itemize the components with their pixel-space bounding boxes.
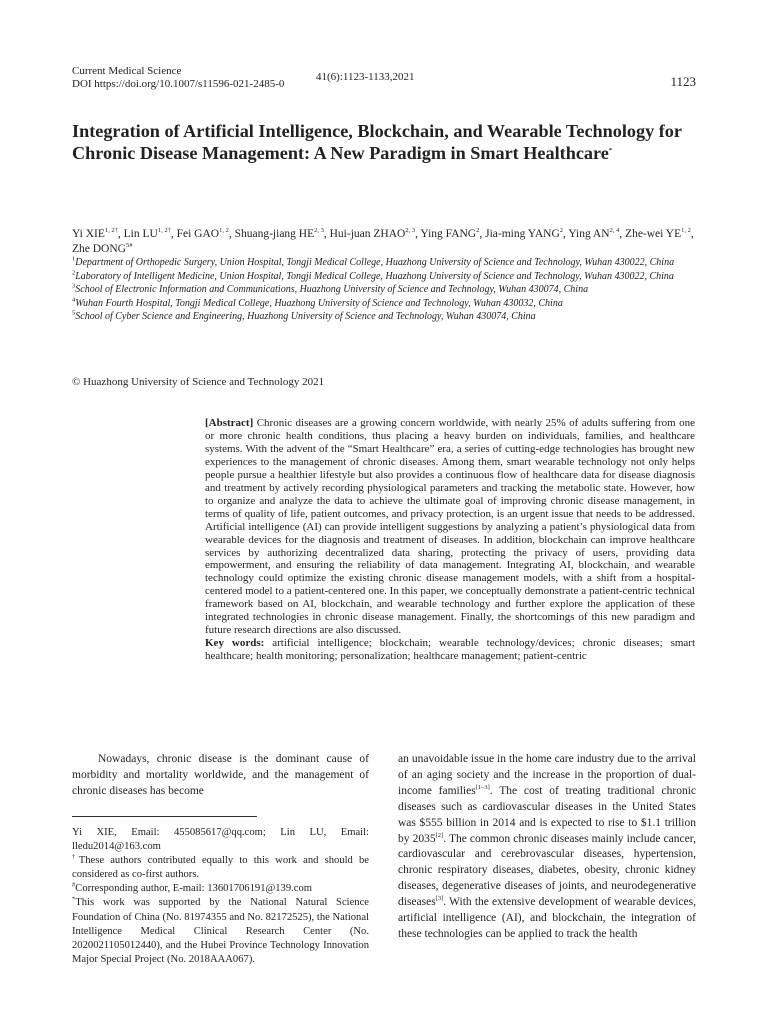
citation-ref[interactable]: [2]: [435, 831, 444, 839]
copyright-notice: © Huazhong University of Science and Technology 2021: [72, 376, 325, 388]
affiliation-number: 3: [72, 282, 76, 290]
footnote-corresponding: [72, 882, 369, 896]
footnote-emails: Yi XIE, Email: 455085617@qq.com; Lin LU, Email: lledu2014@163.com: [72, 827, 369, 853]
author-name: Ying AN: [568, 228, 610, 240]
author-list: [72, 227, 702, 257]
body-text: . The common chronic diseases mainly include cancer, cardiovascular and cerebrovascular diseases, hypertension, chronic respiratory diseases, diabetes, obesity, chronic kidney diseases, degenerative diseases of joints, and neurodegenerative diseases: [398, 832, 696, 909]
affiliation-list: [72, 256, 702, 324]
affiliation-text: School of Electronic Information and Communications, Huazhong University of Science and Technology, Wuhan 430074, China: [75, 284, 589, 296]
keywords-paragraph: [205, 637, 695, 663]
author-affiliation-mark: 1, 2†: [157, 227, 171, 235]
asterisk-mark: *: [72, 895, 76, 903]
author-separator: ,: [479, 228, 486, 240]
volume-pages: 41(6):1123-1133,2021: [316, 71, 415, 83]
author-name: Zhe DONG: [72, 243, 126, 255]
footnote-corresponding-text: Corresponding author, E-mail: 13601706191@139.com: [75, 883, 313, 895]
author-name: Fei GAO: [176, 228, 220, 240]
affiliation-number: 4: [72, 296, 76, 304]
affiliation-text: Wuhan Fourth Hospital, Tongji Medical College, Huazhong University of Science and Technology, Wuhan 430032, China: [75, 297, 563, 309]
affiliation-text: School of Cyber Science and Engineering, Huazhong University of Science and Technology, Wuhan 430074, China: [75, 311, 536, 323]
author-name: Jia-ming YANG: [485, 228, 560, 240]
affiliation-text: Laboratory of Intelligent Medicine, Union Hospital, Tongji Medical College, Huazhong University of Science and Technology, Wuhan 430022, China: [75, 270, 674, 282]
affiliation-number: 2: [72, 269, 76, 277]
footnote-equal-contribution: [72, 854, 369, 882]
footnote-equal-text: These authors contributed equally to this work and should be considered as co-first authors.: [72, 855, 369, 881]
dagger-mark: †: [72, 853, 79, 861]
author-affiliation-mark: 2: [476, 227, 480, 235]
author-separator: ,: [323, 228, 330, 240]
author-separator: ,: [170, 228, 177, 240]
author-separator: ,: [690, 228, 694, 240]
body-text: . With the extensive development of wearable devices, artificial intelligence (AI), and blockchain, the integration of these technologies can be applied to track the health: [398, 896, 696, 940]
keywords-label: Key words:: [205, 637, 265, 650]
body-text: . The cost of treating traditional chronic diseases such as cardiovascular diseases in the United States was $555 billion in 2014 and is expected to rise to $1.1 trillion by 2035: [398, 784, 696, 845]
author-affiliation-mark: 2, 3: [314, 227, 324, 235]
body-column-left: [72, 752, 369, 800]
author-separator: ,: [117, 228, 124, 240]
author-name: Hui-juan ZHAO: [329, 228, 406, 240]
author-name: Lin LU: [123, 228, 158, 240]
intro-paragraph: Nowadays, chronic disease is the dominant cause of morbidity and mortality worldwide, and the management of chronic diseases has become: [72, 753, 369, 797]
footnote-funding: [72, 896, 369, 966]
author-name: Yi XIE: [72, 228, 105, 240]
author-separator: ,: [563, 228, 569, 240]
body-column-right: [398, 752, 696, 943]
citation-ref[interactable]: [1–3]: [475, 783, 490, 791]
author-separator: ,: [619, 228, 626, 240]
author-affiliation-mark: 2, 4: [609, 227, 620, 235]
citation-ref[interactable]: [3]: [435, 895, 444, 903]
title-footnote-mark: *: [608, 146, 613, 154]
abstract-block: [205, 417, 695, 663]
author-separator: ,: [415, 228, 421, 240]
author-affiliation-mark: 2: [559, 227, 563, 235]
author-separator: ,: [228, 228, 235, 240]
journal-name: Current Medical Science: [72, 65, 182, 77]
author-affiliation-mark: 1, 2†: [104, 227, 118, 235]
author-affiliation-mark: 5#: [125, 242, 133, 250]
author-name: Zhe-wei YE: [625, 228, 682, 240]
keywords-text: artificial intelligence; blockchain; wearable technology/devices; chronic diseases; smart healthcare; health monitoring; personalization; healthcare management; patient-centric: [205, 637, 696, 663]
paper-title-text: Integration of Artificial Intelligence, Blockchain, and Wearable Technology for Chronic Disease Management: A New Paradigm in Smart Healthcare: [72, 121, 682, 163]
continued-paragraph: [398, 752, 696, 943]
page-number: 1123: [670, 74, 696, 89]
affiliation-item: [72, 283, 702, 297]
abstract-text: Chronic diseases are a growing concern worldwide, with nearly 25% of adults suffering from one or more chronic health conditions, thus placing a heavy burden on individuals, families, and healthcare systems. With the advent of the “Smart Healthcare” era, a series of cutting-edge technologies has brought new experiences to the management of chronic diseases. Among them, smart wearable technology not only helps people pursue a healthier lifestyle but also provides a continuous flow of healthcare data for disease diagnosis and treatment by actively recording physiological parameters and tracking the metabolic state. However, how to organize and analyze the data to achieve the ultimate goal of improving chronic disease management, in terms of quality of life, patient outcomes, and privacy protection, is an urgent issue that needs to be addressed. Artificial intelligence (AI) can provide intelligent suggestions by analyzing a patient’s physiological data from wearable devices for the diagnosis and treatment of diseases. In addition, blockchain can improve healthcare services by authorizing decentralized data sharing, protecting the privacy of users, providing data empowerment, and ensuring the reliability of data management. Integrating AI, blockchain, and wearable technology could optimize the existing chronic disease management models, with a shift from a hospital-centered model to a patient-centered one. In this paper, we conceptually demonstrate a patient-centric technical framework based on AI, blockchain, and wearable technology and further explore the application of these integrated technologies in chronic disease management. Finally, the shortcomings of this new paradigm and future research directions are also discussed.: [205, 417, 695, 637]
affiliation-number: 1: [72, 255, 76, 263]
author-affiliation-mark: 2, 3: [405, 227, 416, 235]
author-name: Ying FANG: [420, 228, 477, 240]
affiliation-text: Department of Orthopedic Surgery, Union Hospital, Tongji Medical College, Huazhong University of Science and Technology, Wuhan 430022, China: [75, 257, 675, 268]
doi-link[interactable]: DOI https://doi.org/10.1007/s11596-021-2485-0: [72, 78, 285, 90]
footnote-funding-text: This work was supported by the National Natural Science Foundation of China (No. 81974355 and No. 82172525), the National Intelligence Medical Clinical Research Center (No. 2020021105012440), and the Hubei Province Technology Innovation Major Special Project (No. 2018AAA067).: [72, 897, 369, 965]
footnote-divider: [72, 816, 257, 817]
hash-mark: #: [72, 881, 76, 889]
affiliation-item: [72, 310, 702, 324]
affiliation-number: 5: [72, 310, 76, 318]
body-text: an unavoidable issue in the home care industry due to the arrival of an aging society and the increase in the proportion of dual-income families: [398, 753, 696, 797]
affiliation-item: [72, 297, 702, 311]
abstract-label: [Abstract]: [205, 417, 254, 429]
author-affiliation-mark: 1, 2: [219, 227, 229, 235]
paper-title: [72, 120, 682, 164]
affiliation-item: [72, 270, 702, 284]
author-affiliation-mark: 1, 2: [681, 227, 691, 235]
abstract-paragraph: [205, 417, 695, 637]
affiliation-item: [72, 256, 702, 270]
footnotes-block: [72, 826, 369, 967]
author-name: Shuang-jiang HE: [234, 228, 315, 240]
